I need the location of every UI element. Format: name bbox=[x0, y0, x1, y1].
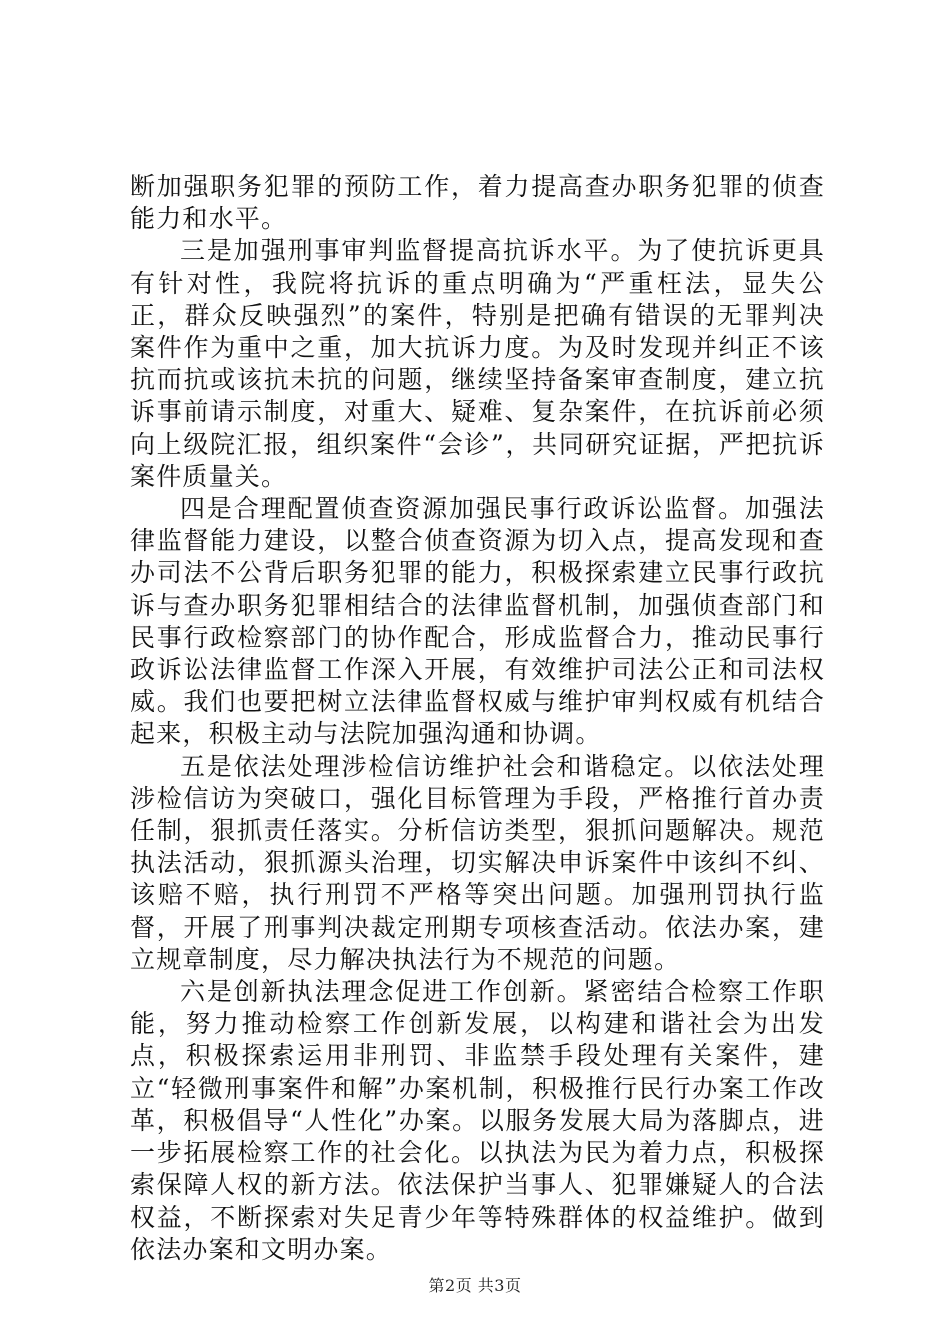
page-footer: 第2页 共3页 bbox=[428, 1276, 522, 1295]
document-body bbox=[130, 171, 825, 1266]
paragraph-point-four: 四是合理配置侦查资源加强民事行政诉讼监督。加强法律监督能力建设，以整合侦查资源为切入点，提高发现和查办司法不公背后职务犯罪的能力，积极探索建立民事行政抗诉与查办职务犯罪相结合的法律监督机制，加强侦查部门和民事行政检察部门的协作配合，形成监督合力，推动民事行政诉讼法律监督工作深入开展，有效维护司法公正和司法权威。我们也要把树立法律监督权威与维护审判权威有机结合起来，积极主动与法院加强沟通和协调。 bbox=[130, 494, 825, 749]
paragraph-point-six: 六是创新执法理念促进工作创新。紧密结合检察工作职能，努力推动检察工作创新发展，以构建和谐社会为出发点，积极探索运用非刑罚、非监禁手段处理有关案件，建立“轻微刑事案件和解”办案机制，积极推行民行办案工作改革，积极倡导“人性化”办案。以服务发展大局为落脚点，进一步拓展检察工作的社会化。以执法为民为着力点，积极探索保障人权的新方法。依法保护当事人、犯罪嫌疑人的合法权益，不断探索对失足青少年等特殊群体的权益维护。做到依法办案和文明办案。 bbox=[130, 977, 825, 1264]
paragraph-point-five: 五是依法处理涉检信访维护社会和谐稳定。以依法处理涉检信访为突破口，强化目标管理为手段，严格推行首办责任制，狠抓责任落实。分析信访类型，狠抓问题解决。规范执法活动，狠抓源头治理，切实解决申诉案件中该纠不纠、该赔不赔，执行刑罚不严格等突出问题。加强刑罚执行监督，开展了刑事判决裁定刑期专项核查活动。依法办案，建立规章制度，尽力解决执法行为不规范的问题。 bbox=[130, 751, 825, 974]
paragraph-continuation: 断加强职务犯罪的预防工作，着力提高查办职务犯罪的侦查能力和水平。 bbox=[130, 172, 825, 234]
paragraph-point-three: 三是加强刑事审判监督提高抗诉水平。为了使抗诉更具有针对性，我院将抗诉的重点明确为“严重枉法，显失公正，群众反映强烈”的案件，特别是把确有错误的无罪判决案件作为重中之重，加大抗诉力度。为及时发现并纠正不该抗而抗或该抗未抗的问题，继续坚持备案审查制度，建立抗诉事前请示制度，对重大、疑难、复杂案件，在抗诉前必须向上级院汇报，组织案件“会诊”，共同研究证据，严把抗诉案件质量关。 bbox=[130, 236, 825, 491]
